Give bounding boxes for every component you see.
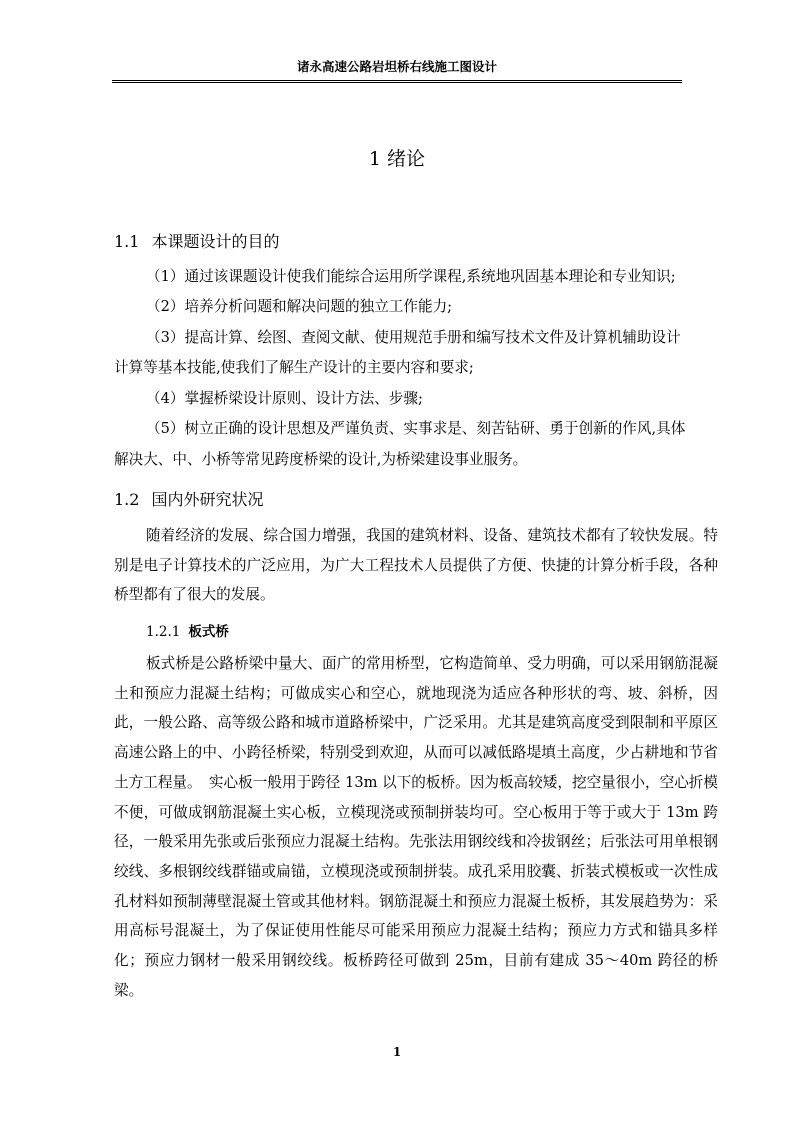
list-item: （5）树立正确的设计思想及严谨负责、实事求是、刻苦钻研、勇于创新的作风,具体 [146,420,686,437]
list-item: （2）培养分析问题和解决问题的独立工作能力; [146,298,453,315]
list-item-continuation: 解决大、中、小桥等常见跨度桥梁的设计,为桥梁建设事业服务。 [114,451,528,468]
section-heading-1-1 [114,231,279,253]
list-item-continuation: 计算等基本技能,使我们了解生产设计的主要内容和要求; [114,359,474,376]
subsection-heading-1-2-1 [146,622,229,642]
subsection-number: 1.2.1 [146,624,181,640]
body-paragraph: 随着经济的发展、综合国力增强，我国的建筑材料、设备、建筑技术都有了较快发展。特别是电子计算技术的广泛应用，为广大工程技术人员提供了方便、快捷的计算分析手段，各种桥型都有了很大的发展。 [114,527,718,604]
list-item: （4）掌握桥梁设计原则、设计方法、步骤; [146,390,423,407]
body-paragraph: 板式桥是公路桥梁中量大、面广的常用桥型，它构造简单、受力明确，可以采用钢筋混凝土和预应力混凝土结构；可做成实心和空心，就地现浇为适应各种形状的弯、坡、斜桥，因此，一般公路、高等级公路和城市道路桥梁中，广泛采用。尤其是建筑高度受到限制和平原区高速公路上的中、小跨径桥梁，特别受到欢迎，从而可以减低路堤填土高度，少占耕地和节省土方工程量。 实心板一般用于跨径 13m 以下的板桥。因为板高较矮，挖空量很小，空心折模不便，可做成钢筋混凝土实心板，立模现浇或预制拼装均可。空心板用于等于或大于 13m 跨径，一般采用先张或后张预应力混凝土结构。先张法用钢绞线和冷拔钢丝；后张法可用单根钢绞线、多根钢绞线群锚或扁锚，立模现浇或预制拼装。成孔采用胶囊、折装式模板或一次性成孔材料如预制薄壁混凝土管或其他材料。钢筋混凝土和预应力混凝土板桥，其发展趋势为：采用高标号混凝土，为了保证使用性能尽可能采用预应力混凝土结构；预应力方式和锚具多样化；预应力钢材一般采用钢绞线。板桥跨径可做到 25m，目前有建成 35～40m 跨径的桥梁。 [114,655,718,999]
section-number: 1.1 [114,232,140,251]
section-number: 1.2 [114,490,140,509]
list-item: （3）提高计算、绘图、查阅文献、使用规范手册和编写技术文件及计算机辅助设计 [146,329,681,346]
section-title: 本课题设计的目的 [151,232,280,251]
subsection-title: 板式桥 [188,624,229,640]
chapter-title: 1 绪论 [368,148,426,170]
section-title: 国内外研究状况 [151,490,264,509]
page-number: 1 [392,1045,402,1059]
running-header: 诸永高速公路岩坦桥右线施工图设计 [296,59,497,74]
section-heading-1-2 [114,489,263,511]
list-item: （1）通过该课题设计使我们能综合运用所学课程,系统地巩固基本理论和专业知识; [146,268,676,285]
header-rule [112,80,682,83]
